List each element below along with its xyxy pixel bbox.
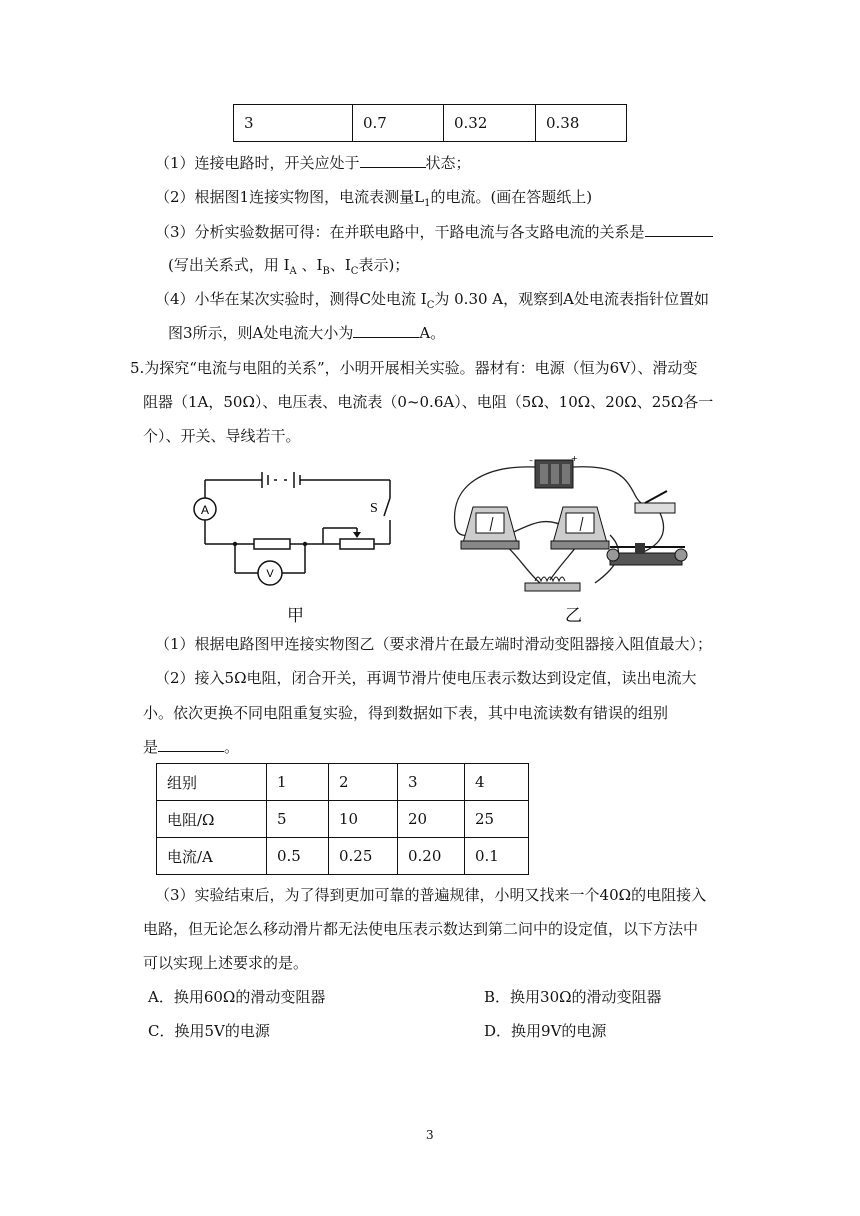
answer-blank[interactable] xyxy=(158,751,224,752)
figure-caption-jia: 甲 xyxy=(287,606,304,626)
option-b[interactable]: B．换用30Ω的滑动变阻器 xyxy=(484,988,662,1006)
table-cell: 3 xyxy=(398,764,465,801)
q5-part1: （1）根据电路图甲连接实物图乙（要求滑片在最左端时滑动变阻器接入阻值最大）； xyxy=(155,635,713,653)
table-cell: 25 xyxy=(465,801,529,838)
ammeter-icon xyxy=(461,507,519,549)
table-cell: 0.38 xyxy=(536,105,627,142)
text: 。 xyxy=(224,738,240,756)
svg-text:+: + xyxy=(571,455,578,463)
table-cell: 0.1 xyxy=(465,838,529,875)
voltmeter-label: V xyxy=(266,568,274,580)
q5-intro-line1: 5.为探究“电流与电阻的关系”，小明开展相关实验。器材有：电源（恒为6V）、滑动变 xyxy=(130,359,698,377)
switch-icon xyxy=(635,491,675,513)
table-cell: 20 xyxy=(398,801,465,838)
text: （3）分析实验数据可得：在并联电路中，干路电流与各支路电流的关系是 xyxy=(155,223,645,241)
table-cell: 5 xyxy=(267,801,329,838)
q5-part3-line2: 电路，但无论怎么移动滑片都无法使电压表示数达到第二问中的设定值，以下方法中 xyxy=(143,920,699,938)
text: 、I xyxy=(296,256,323,274)
text: （4）小华在某次实验时，测得C处电流 I xyxy=(155,290,427,308)
text: （2）根据图1连接实物图，电流表测量L xyxy=(155,188,425,206)
slider-arrow-icon xyxy=(353,532,361,538)
option-c[interactable]: C．换用5V的电源 xyxy=(148,1022,270,1040)
q4-part4b xyxy=(168,323,445,343)
q5-part3-line3: 可以实现上述要求的是。 xyxy=(143,954,309,972)
text: 、I xyxy=(329,256,351,274)
circuit-diagram-jia xyxy=(180,460,430,590)
text: (写出关系式，用 I xyxy=(168,256,290,274)
subscript: 1 xyxy=(424,198,431,209)
subscript: C xyxy=(350,266,359,277)
page-number: 3 xyxy=(426,1128,434,1142)
option-a[interactable]: A．换用60Ω的滑动变阻器 xyxy=(148,988,326,1006)
answer-blank[interactable] xyxy=(353,337,419,338)
subscript: C xyxy=(426,300,435,311)
table-cell: 2 xyxy=(329,764,398,801)
text: 是 xyxy=(143,738,159,756)
table-cell: 电阻/Ω xyxy=(157,801,267,838)
data-table-q5 xyxy=(156,763,529,875)
table-cell: 0.25 xyxy=(329,838,398,875)
table-cell: 组别 xyxy=(157,764,267,801)
table-cell: 1 xyxy=(267,764,329,801)
q5-intro-line3: 个）、开关、导线若干。 xyxy=(143,427,301,445)
answer-blank[interactable] xyxy=(645,236,713,237)
option-d[interactable]: D．换用9V的电源 xyxy=(484,1022,607,1040)
text: 状态； xyxy=(425,154,471,172)
figure-caption-yi: 乙 xyxy=(565,606,582,626)
q4-part3-note xyxy=(168,255,409,282)
switch-label: S xyxy=(370,501,378,516)
q5-part2-line3 xyxy=(143,737,239,757)
table-cell: 3 xyxy=(234,105,353,142)
q5-intro-line2: 阻器（1A，50Ω）、电压表、电流表（0~0.6A）、电阻（5Ω、10Ω、20Ω、25Ω各一 xyxy=(143,393,714,411)
q4-part2 xyxy=(155,187,592,214)
subscript: B xyxy=(322,266,330,277)
text: 表示)； xyxy=(358,256,410,274)
ammeter-label: A xyxy=(200,503,210,517)
svg-text:–: – xyxy=(529,456,533,465)
table-cell: 0.7 xyxy=(353,105,444,142)
answer-blank[interactable] xyxy=(360,167,426,168)
q5-part2-line1: （2）接入5Ω电阻，闭合开关，再调节滑片使电压表示数达到设定值，读出电流大 xyxy=(155,669,697,687)
q4-part3 xyxy=(155,222,713,242)
text: 的电流。(画在答题纸上) xyxy=(430,188,593,206)
text: 图3所示，则A处电流大小为 xyxy=(168,324,354,342)
table-cell: 0.20 xyxy=(398,838,465,875)
q5-part2-line2: 小。依次更换不同电阻重复实验，得到数据如下表，其中电流读数有错误的组别 xyxy=(143,704,669,722)
voltmeter-icon xyxy=(551,507,609,549)
text: 为 0.30 A，观察到A处电流表指针位置如 xyxy=(434,290,709,308)
table-cell: 电流/A xyxy=(157,838,267,875)
data-table-top xyxy=(233,104,627,142)
resistor-icon xyxy=(525,577,580,591)
rheostat-icon xyxy=(607,543,687,565)
q4-part4 xyxy=(155,289,709,316)
q5-part3-line1: （3）实验结束后，为了得到更加可靠的普遍规律，小明又找来一个40Ω的电阻接入 xyxy=(155,886,707,904)
table-cell: 0.32 xyxy=(444,105,536,142)
table-cell: 10 xyxy=(329,801,398,838)
text: A。 xyxy=(419,324,446,342)
subscript: A xyxy=(289,266,297,277)
physical-circuit-yi xyxy=(445,455,705,615)
table-cell: 0.5 xyxy=(267,838,329,875)
q4-part1 xyxy=(155,153,471,173)
text: （1）连接电路时，开关应处于 xyxy=(155,154,360,172)
table-cell: 4 xyxy=(465,764,529,801)
battery-icon xyxy=(529,455,578,488)
